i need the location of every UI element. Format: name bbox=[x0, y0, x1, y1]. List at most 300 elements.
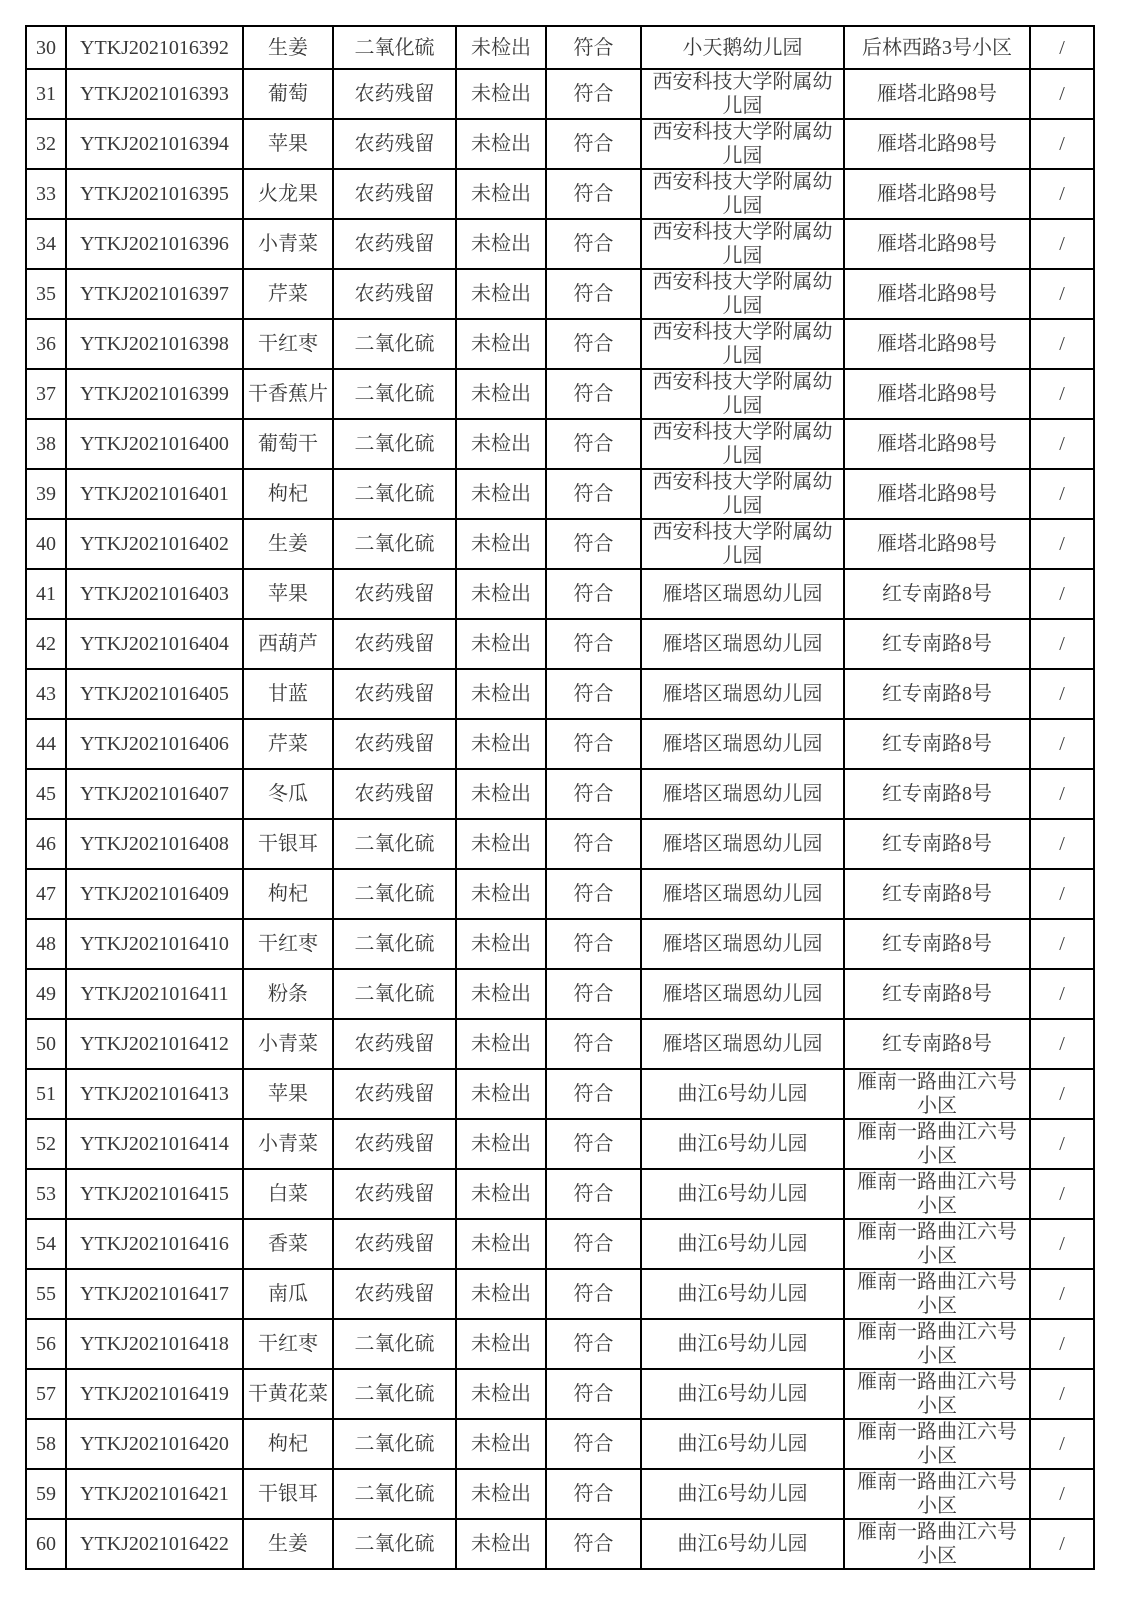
cell-remark: / bbox=[1030, 519, 1094, 569]
cell-sample-name: 干红枣 bbox=[243, 1319, 333, 1369]
cell-no: 59 bbox=[26, 1469, 66, 1519]
cell-conclusion: 符合 bbox=[546, 569, 641, 619]
cell-result: 未检出 bbox=[456, 1169, 546, 1219]
cell-result: 未检出 bbox=[456, 519, 546, 569]
cell-result: 未检出 bbox=[456, 169, 546, 219]
cell-no: 32 bbox=[26, 119, 66, 169]
table-row bbox=[26, 119, 1094, 169]
cell-address: 红专南路8号 bbox=[844, 619, 1030, 669]
cell-sample-name: 苹果 bbox=[243, 119, 333, 169]
table-row bbox=[26, 319, 1094, 369]
cell-remark: / bbox=[1030, 1469, 1094, 1519]
cell-test-item: 农药残留 bbox=[333, 669, 456, 719]
cell-conclusion: 符合 bbox=[546, 469, 641, 519]
cell-conclusion: 符合 bbox=[546, 619, 641, 669]
cell-address: 雁南一路曲江六号小区 bbox=[844, 1119, 1030, 1169]
cell-remark: / bbox=[1030, 969, 1094, 1019]
cell-no: 35 bbox=[26, 269, 66, 319]
cell-sample-id: YTKJ2021016420 bbox=[66, 1419, 243, 1469]
cell-no: 34 bbox=[26, 219, 66, 269]
table-row bbox=[26, 519, 1094, 569]
cell-remark: / bbox=[1030, 69, 1094, 119]
cell-result: 未检出 bbox=[456, 26, 546, 69]
table-row bbox=[26, 569, 1094, 619]
cell-conclusion: 符合 bbox=[546, 1319, 641, 1369]
cell-remark: / bbox=[1030, 819, 1094, 869]
cell-result: 未检出 bbox=[456, 669, 546, 719]
cell-conclusion: 符合 bbox=[546, 269, 641, 319]
cell-remark: / bbox=[1030, 469, 1094, 519]
cell-sample-id: YTKJ2021016402 bbox=[66, 519, 243, 569]
table-row bbox=[26, 169, 1094, 219]
table-row bbox=[26, 1269, 1094, 1319]
cell-test-item: 农药残留 bbox=[333, 769, 456, 819]
cell-remark: / bbox=[1030, 1419, 1094, 1469]
cell-no: 56 bbox=[26, 1319, 66, 1369]
cell-result: 未检出 bbox=[456, 1519, 546, 1569]
cell-sample-name: 生姜 bbox=[243, 519, 333, 569]
cell-address: 雁南一路曲江六号小区 bbox=[844, 1419, 1030, 1469]
cell-address: 雁塔北路98号 bbox=[844, 519, 1030, 569]
cell-result: 未检出 bbox=[456, 969, 546, 1019]
table-row bbox=[26, 1369, 1094, 1419]
cell-no: 51 bbox=[26, 1069, 66, 1119]
cell-sample-id: YTKJ2021016397 bbox=[66, 269, 243, 319]
cell-sampled-unit: 西安科技大学附属幼儿园 bbox=[641, 469, 844, 519]
cell-sample-name: 干香蕉片 bbox=[243, 369, 333, 419]
cell-test-item: 二氧化硫 bbox=[333, 1319, 456, 1369]
cell-address: 雁塔北路98号 bbox=[844, 269, 1030, 319]
cell-test-item: 二氧化硫 bbox=[333, 519, 456, 569]
cell-no: 38 bbox=[26, 419, 66, 469]
cell-test-item: 农药残留 bbox=[333, 269, 456, 319]
cell-sample-name: 芹菜 bbox=[243, 269, 333, 319]
cell-address: 红专南路8号 bbox=[844, 719, 1030, 769]
cell-no: 49 bbox=[26, 969, 66, 1019]
cell-test-item: 二氧化硫 bbox=[333, 869, 456, 919]
cell-remark: / bbox=[1030, 919, 1094, 969]
cell-address: 雁塔北路98号 bbox=[844, 369, 1030, 419]
cell-sampled-unit: 曲江6号幼儿园 bbox=[641, 1519, 844, 1569]
cell-result: 未检出 bbox=[456, 1269, 546, 1319]
cell-conclusion: 符合 bbox=[546, 1369, 641, 1419]
table-row bbox=[26, 869, 1094, 919]
cell-test-item: 二氧化硫 bbox=[333, 819, 456, 869]
cell-no: 52 bbox=[26, 1119, 66, 1169]
cell-sample-id: YTKJ2021016404 bbox=[66, 619, 243, 669]
cell-remark: / bbox=[1030, 369, 1094, 419]
cell-sample-id: YTKJ2021016414 bbox=[66, 1119, 243, 1169]
cell-sampled-unit: 雁塔区瑞恩幼儿园 bbox=[641, 969, 844, 1019]
cell-address: 红专南路8号 bbox=[844, 669, 1030, 719]
cell-sample-id: YTKJ2021016415 bbox=[66, 1169, 243, 1219]
cell-conclusion: 符合 bbox=[546, 1219, 641, 1269]
cell-sample-name: 白菜 bbox=[243, 1169, 333, 1219]
cell-sample-id: YTKJ2021016403 bbox=[66, 569, 243, 619]
cell-sampled-unit: 西安科技大学附属幼儿园 bbox=[641, 369, 844, 419]
cell-sample-name: 苹果 bbox=[243, 569, 333, 619]
cell-result: 未检出 bbox=[456, 1469, 546, 1519]
cell-address: 红专南路8号 bbox=[844, 769, 1030, 819]
cell-sample-name: 西葫芦 bbox=[243, 619, 333, 669]
cell-test-item: 农药残留 bbox=[333, 1219, 456, 1269]
cell-sample-id: YTKJ2021016400 bbox=[66, 419, 243, 469]
cell-no: 55 bbox=[26, 1269, 66, 1319]
table-row bbox=[26, 269, 1094, 319]
table-row bbox=[26, 26, 1094, 69]
cell-test-item: 农药残留 bbox=[333, 169, 456, 219]
cell-sample-name: 火龙果 bbox=[243, 169, 333, 219]
cell-sampled-unit: 曲江6号幼儿园 bbox=[641, 1419, 844, 1469]
cell-sampled-unit: 西安科技大学附属幼儿园 bbox=[641, 419, 844, 469]
cell-address: 红专南路8号 bbox=[844, 819, 1030, 869]
cell-result: 未检出 bbox=[456, 219, 546, 269]
cell-no: 30 bbox=[26, 26, 66, 69]
cell-test-item: 二氧化硫 bbox=[333, 1469, 456, 1519]
table-row bbox=[26, 1119, 1094, 1169]
cell-test-item: 农药残留 bbox=[333, 719, 456, 769]
cell-no: 48 bbox=[26, 919, 66, 969]
cell-remark: / bbox=[1030, 569, 1094, 619]
cell-address: 雁塔北路98号 bbox=[844, 169, 1030, 219]
table-row bbox=[26, 219, 1094, 269]
cell-sampled-unit: 曲江6号幼儿园 bbox=[641, 1119, 844, 1169]
cell-no: 42 bbox=[26, 619, 66, 669]
cell-remark: / bbox=[1030, 219, 1094, 269]
cell-no: 53 bbox=[26, 1169, 66, 1219]
cell-sample-name: 甘蓝 bbox=[243, 669, 333, 719]
cell-test-item: 二氧化硫 bbox=[333, 1369, 456, 1419]
cell-test-item: 二氧化硫 bbox=[333, 419, 456, 469]
cell-conclusion: 符合 bbox=[546, 819, 641, 869]
cell-test-item: 农药残留 bbox=[333, 119, 456, 169]
cell-sampled-unit: 西安科技大学附属幼儿园 bbox=[641, 119, 844, 169]
cell-sampled-unit: 曲江6号幼儿园 bbox=[641, 1469, 844, 1519]
cell-address: 雁塔北路98号 bbox=[844, 69, 1030, 119]
cell-sample-id: YTKJ2021016411 bbox=[66, 969, 243, 1019]
cell-conclusion: 符合 bbox=[546, 419, 641, 469]
cell-result: 未检出 bbox=[456, 1019, 546, 1069]
cell-test-item: 二氧化硫 bbox=[333, 26, 456, 69]
cell-result: 未检出 bbox=[456, 119, 546, 169]
cell-address: 雁南一路曲江六号小区 bbox=[844, 1269, 1030, 1319]
cell-test-item: 二氧化硫 bbox=[333, 919, 456, 969]
cell-conclusion: 符合 bbox=[546, 519, 641, 569]
cell-sample-name: 生姜 bbox=[243, 1519, 333, 1569]
cell-sample-id: YTKJ2021016399 bbox=[66, 369, 243, 419]
cell-sample-id: YTKJ2021016393 bbox=[66, 69, 243, 119]
cell-result: 未检出 bbox=[456, 569, 546, 619]
cell-remark: / bbox=[1030, 1069, 1094, 1119]
cell-test-item: 农药残留 bbox=[333, 1069, 456, 1119]
cell-sampled-unit: 西安科技大学附属幼儿园 bbox=[641, 69, 844, 119]
cell-remark: / bbox=[1030, 1319, 1094, 1369]
cell-address: 红专南路8号 bbox=[844, 1019, 1030, 1069]
cell-remark: / bbox=[1030, 769, 1094, 819]
cell-remark: / bbox=[1030, 869, 1094, 919]
cell-test-item: 二氧化硫 bbox=[333, 369, 456, 419]
cell-sampled-unit: 西安科技大学附属幼儿园 bbox=[641, 319, 844, 369]
cell-sampled-unit: 曲江6号幼儿园 bbox=[641, 1319, 844, 1369]
table-row bbox=[26, 669, 1094, 719]
cell-address: 红专南路8号 bbox=[844, 569, 1030, 619]
cell-sampled-unit: 小天鹅幼儿园 bbox=[641, 26, 844, 69]
cell-sample-name: 干黄花菜 bbox=[243, 1369, 333, 1419]
cell-sample-id: YTKJ2021016395 bbox=[66, 169, 243, 219]
cell-address: 雁南一路曲江六号小区 bbox=[844, 1369, 1030, 1419]
table-row bbox=[26, 369, 1094, 419]
cell-address: 雁塔北路98号 bbox=[844, 219, 1030, 269]
table-row bbox=[26, 619, 1094, 669]
cell-address: 雁南一路曲江六号小区 bbox=[844, 1169, 1030, 1219]
cell-test-item: 农药残留 bbox=[333, 1019, 456, 1069]
cell-sample-id: YTKJ2021016407 bbox=[66, 769, 243, 819]
cell-test-item: 二氧化硫 bbox=[333, 1519, 456, 1569]
cell-no: 36 bbox=[26, 319, 66, 369]
table-row bbox=[26, 1469, 1094, 1519]
cell-sample-name: 芹菜 bbox=[243, 719, 333, 769]
cell-sampled-unit: 西安科技大学附属幼儿园 bbox=[641, 219, 844, 269]
cell-sampled-unit: 雁塔区瑞恩幼儿园 bbox=[641, 869, 844, 919]
cell-sample-id: YTKJ2021016421 bbox=[66, 1469, 243, 1519]
cell-sampled-unit: 雁塔区瑞恩幼儿园 bbox=[641, 619, 844, 669]
cell-conclusion: 符合 bbox=[546, 119, 641, 169]
cell-sampled-unit: 曲江6号幼儿园 bbox=[641, 1369, 844, 1419]
cell-sample-id: YTKJ2021016417 bbox=[66, 1269, 243, 1319]
cell-sample-id: YTKJ2021016413 bbox=[66, 1069, 243, 1119]
cell-remark: / bbox=[1030, 619, 1094, 669]
cell-conclusion: 符合 bbox=[546, 669, 641, 719]
cell-no: 44 bbox=[26, 719, 66, 769]
cell-sample-id: YTKJ2021016419 bbox=[66, 1369, 243, 1419]
cell-result: 未检出 bbox=[456, 69, 546, 119]
cell-conclusion: 符合 bbox=[546, 869, 641, 919]
cell-result: 未检出 bbox=[456, 269, 546, 319]
table-row bbox=[26, 69, 1094, 119]
cell-remark: / bbox=[1030, 1119, 1094, 1169]
cell-remark: / bbox=[1030, 1169, 1094, 1219]
inspection-results-table bbox=[25, 25, 1095, 1570]
cell-conclusion: 符合 bbox=[546, 1069, 641, 1119]
cell-sample-name: 粉条 bbox=[243, 969, 333, 1019]
inspection-results-table-body bbox=[26, 26, 1094, 1569]
cell-result: 未检出 bbox=[456, 869, 546, 919]
cell-remark: / bbox=[1030, 1019, 1094, 1069]
cell-sampled-unit: 曲江6号幼儿园 bbox=[641, 1269, 844, 1319]
cell-remark: / bbox=[1030, 1219, 1094, 1269]
cell-sampled-unit: 雁塔区瑞恩幼儿园 bbox=[641, 569, 844, 619]
cell-test-item: 二氧化硫 bbox=[333, 469, 456, 519]
table-row bbox=[26, 1519, 1094, 1569]
cell-no: 58 bbox=[26, 1419, 66, 1469]
cell-conclusion: 符合 bbox=[546, 69, 641, 119]
cell-result: 未检出 bbox=[456, 1119, 546, 1169]
cell-address: 雁塔北路98号 bbox=[844, 119, 1030, 169]
cell-no: 60 bbox=[26, 1519, 66, 1569]
cell-no: 40 bbox=[26, 519, 66, 569]
cell-remark: / bbox=[1030, 1369, 1094, 1419]
cell-conclusion: 符合 bbox=[546, 919, 641, 969]
cell-sample-id: YTKJ2021016392 bbox=[66, 26, 243, 69]
cell-conclusion: 符合 bbox=[546, 1469, 641, 1519]
cell-sample-name: 葡萄 bbox=[243, 69, 333, 119]
cell-test-item: 农药残留 bbox=[333, 619, 456, 669]
cell-remark: / bbox=[1030, 269, 1094, 319]
cell-no: 37 bbox=[26, 369, 66, 419]
cell-conclusion: 符合 bbox=[546, 1519, 641, 1569]
cell-sample-id: YTKJ2021016416 bbox=[66, 1219, 243, 1269]
cell-sampled-unit: 曲江6号幼儿园 bbox=[641, 1169, 844, 1219]
cell-conclusion: 符合 bbox=[546, 769, 641, 819]
cell-remark: / bbox=[1030, 26, 1094, 69]
cell-sample-id: YTKJ2021016422 bbox=[66, 1519, 243, 1569]
cell-sample-name: 枸杞 bbox=[243, 1419, 333, 1469]
table-row bbox=[26, 969, 1094, 1019]
cell-result: 未检出 bbox=[456, 1219, 546, 1269]
cell-sample-name: 枸杞 bbox=[243, 869, 333, 919]
table-row bbox=[26, 469, 1094, 519]
cell-sampled-unit: 西安科技大学附属幼儿园 bbox=[641, 519, 844, 569]
cell-sample-id: YTKJ2021016410 bbox=[66, 919, 243, 969]
cell-test-item: 农药残留 bbox=[333, 1169, 456, 1219]
cell-no: 39 bbox=[26, 469, 66, 519]
cell-conclusion: 符合 bbox=[546, 1269, 641, 1319]
cell-sample-name: 生姜 bbox=[243, 26, 333, 69]
cell-test-item: 二氧化硫 bbox=[333, 969, 456, 1019]
cell-address: 雁南一路曲江六号小区 bbox=[844, 1469, 1030, 1519]
cell-address: 后林西路3号小区 bbox=[844, 26, 1030, 69]
table-row bbox=[26, 719, 1094, 769]
cell-no: 45 bbox=[26, 769, 66, 819]
cell-no: 43 bbox=[26, 669, 66, 719]
table-row bbox=[26, 1219, 1094, 1269]
cell-sample-id: YTKJ2021016398 bbox=[66, 319, 243, 369]
cell-result: 未检出 bbox=[456, 369, 546, 419]
cell-sampled-unit: 雁塔区瑞恩幼儿园 bbox=[641, 719, 844, 769]
table-row bbox=[26, 1069, 1094, 1119]
cell-sample-name: 香菜 bbox=[243, 1219, 333, 1269]
cell-conclusion: 符合 bbox=[546, 1419, 641, 1469]
cell-conclusion: 符合 bbox=[546, 319, 641, 369]
cell-sample-id: YTKJ2021016412 bbox=[66, 1019, 243, 1069]
cell-conclusion: 符合 bbox=[546, 1169, 641, 1219]
cell-result: 未检出 bbox=[456, 919, 546, 969]
cell-sample-id: YTKJ2021016406 bbox=[66, 719, 243, 769]
cell-test-item: 农药残留 bbox=[333, 1119, 456, 1169]
cell-no: 54 bbox=[26, 1219, 66, 1269]
cell-sample-id: YTKJ2021016396 bbox=[66, 219, 243, 269]
table-row bbox=[26, 1419, 1094, 1469]
cell-remark: / bbox=[1030, 669, 1094, 719]
cell-result: 未检出 bbox=[456, 469, 546, 519]
cell-sample-name: 干红枣 bbox=[243, 319, 333, 369]
cell-no: 31 bbox=[26, 69, 66, 119]
cell-no: 33 bbox=[26, 169, 66, 219]
cell-result: 未检出 bbox=[456, 1419, 546, 1469]
cell-test-item: 农药残留 bbox=[333, 569, 456, 619]
cell-sample-id: YTKJ2021016408 bbox=[66, 819, 243, 869]
cell-sample-id: YTKJ2021016405 bbox=[66, 669, 243, 719]
cell-remark: / bbox=[1030, 119, 1094, 169]
cell-test-item: 二氧化硫 bbox=[333, 1419, 456, 1469]
cell-test-item: 二氧化硫 bbox=[333, 319, 456, 369]
cell-sampled-unit: 雁塔区瑞恩幼儿园 bbox=[641, 1019, 844, 1069]
cell-conclusion: 符合 bbox=[546, 1019, 641, 1069]
cell-remark: / bbox=[1030, 1269, 1094, 1319]
table-row bbox=[26, 419, 1094, 469]
cell-conclusion: 符合 bbox=[546, 26, 641, 69]
cell-address: 雁塔北路98号 bbox=[844, 319, 1030, 369]
cell-conclusion: 符合 bbox=[546, 219, 641, 269]
cell-sample-name: 小青菜 bbox=[243, 1119, 333, 1169]
cell-address: 雁南一路曲江六号小区 bbox=[844, 1319, 1030, 1369]
cell-sampled-unit: 雁塔区瑞恩幼儿园 bbox=[641, 919, 844, 969]
cell-test-item: 农药残留 bbox=[333, 1269, 456, 1319]
cell-address: 雁南一路曲江六号小区 bbox=[844, 1519, 1030, 1569]
cell-sample-name: 冬瓜 bbox=[243, 769, 333, 819]
cell-address: 雁塔北路98号 bbox=[844, 419, 1030, 469]
cell-result: 未检出 bbox=[456, 769, 546, 819]
cell-conclusion: 符合 bbox=[546, 169, 641, 219]
cell-result: 未检出 bbox=[456, 719, 546, 769]
cell-sample-id: YTKJ2021016394 bbox=[66, 119, 243, 169]
table-row bbox=[26, 919, 1094, 969]
cell-test-item: 农药残留 bbox=[333, 219, 456, 269]
cell-sample-name: 小青菜 bbox=[243, 219, 333, 269]
table-row bbox=[26, 819, 1094, 869]
cell-no: 57 bbox=[26, 1369, 66, 1419]
cell-sample-name: 枸杞 bbox=[243, 469, 333, 519]
cell-remark: / bbox=[1030, 319, 1094, 369]
cell-result: 未检出 bbox=[456, 1369, 546, 1419]
cell-result: 未检出 bbox=[456, 419, 546, 469]
cell-sampled-unit: 西安科技大学附属幼儿园 bbox=[641, 269, 844, 319]
cell-sample-name: 葡萄干 bbox=[243, 419, 333, 469]
cell-sample-name: 小青菜 bbox=[243, 1019, 333, 1069]
cell-conclusion: 符合 bbox=[546, 369, 641, 419]
cell-sample-id: YTKJ2021016418 bbox=[66, 1319, 243, 1369]
cell-sample-name: 苹果 bbox=[243, 1069, 333, 1119]
cell-test-item: 农药残留 bbox=[333, 69, 456, 119]
cell-address: 红专南路8号 bbox=[844, 969, 1030, 1019]
cell-remark: / bbox=[1030, 719, 1094, 769]
cell-sampled-unit: 雁塔区瑞恩幼儿园 bbox=[641, 819, 844, 869]
cell-conclusion: 符合 bbox=[546, 1119, 641, 1169]
cell-no: 47 bbox=[26, 869, 66, 919]
cell-sample-id: YTKJ2021016409 bbox=[66, 869, 243, 919]
cell-result: 未检出 bbox=[456, 1319, 546, 1369]
table-row bbox=[26, 1169, 1094, 1219]
cell-address: 雁南一路曲江六号小区 bbox=[844, 1069, 1030, 1119]
cell-result: 未检出 bbox=[456, 819, 546, 869]
table-row bbox=[26, 1019, 1094, 1069]
cell-sampled-unit: 雁塔区瑞恩幼儿园 bbox=[641, 769, 844, 819]
cell-sample-id: YTKJ2021016401 bbox=[66, 469, 243, 519]
cell-sampled-unit: 雁塔区瑞恩幼儿园 bbox=[641, 669, 844, 719]
cell-address: 红专南路8号 bbox=[844, 869, 1030, 919]
cell-address: 雁南一路曲江六号小区 bbox=[844, 1219, 1030, 1269]
table-row bbox=[26, 769, 1094, 819]
cell-remark: / bbox=[1030, 1519, 1094, 1569]
cell-result: 未检出 bbox=[456, 319, 546, 369]
cell-result: 未检出 bbox=[456, 619, 546, 669]
cell-sample-name: 干银耳 bbox=[243, 819, 333, 869]
cell-remark: / bbox=[1030, 169, 1094, 219]
cell-address: 红专南路8号 bbox=[844, 919, 1030, 969]
cell-remark: / bbox=[1030, 419, 1094, 469]
cell-sample-name: 干红枣 bbox=[243, 919, 333, 969]
cell-sample-name: 干银耳 bbox=[243, 1469, 333, 1519]
